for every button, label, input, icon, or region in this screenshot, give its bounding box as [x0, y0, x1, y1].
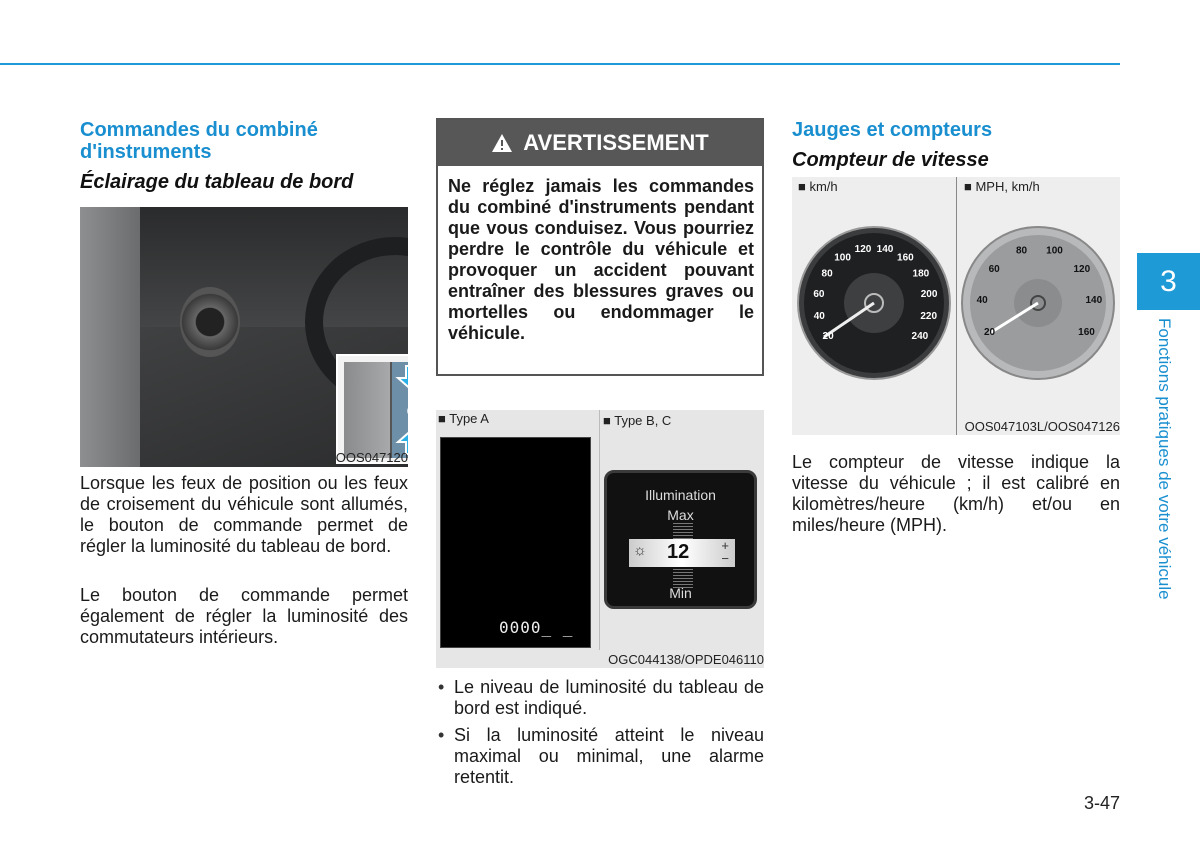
subheading-dashboard-lighting: Éclairage du tableau de bord: [80, 171, 354, 193]
photo-caption-left: OOS047120: [335, 450, 408, 465]
gauge-tick-label: 20: [983, 327, 996, 338]
mph-kmh-label: ■ MPH, km/h: [964, 179, 1040, 194]
display-type-bc: [604, 470, 757, 609]
warning-header: [438, 120, 762, 166]
display-image-caption: OGC044138/OPDE046110: [608, 652, 764, 667]
type-a-label: ■ Type A: [438, 411, 489, 426]
display-illustration: [436, 410, 764, 668]
warning-box: [436, 118, 764, 376]
brightness-control-button: [390, 362, 408, 458]
gauge-tick-label: 80: [1015, 245, 1028, 257]
bullet-list: [436, 677, 764, 794]
display-b-min: Min: [669, 585, 692, 601]
gauge-tick-label: 40: [976, 294, 988, 306]
illumination-icon: ☼: [633, 542, 647, 559]
warning-text: Ne réglez jamais les commandes du combiné d'instruments pendant que vous conduisez. Vous pourriez perdre le contrôle du véhicule et provoquer un accident pouvant entraîner des blessures graves ou mortelles ou endommager le véhicule.: [448, 176, 754, 343]
subheading-speedometer: Compteur de vitesse: [792, 149, 989, 171]
paragraph-lighting-2: Le bouton de commande permet également de régler la luminosité des commutateurs intérieurs.: [80, 585, 408, 647]
gauge-tick-label: 140: [1085, 294, 1103, 306]
paragraph-lighting-1: Lorsque les feux de position ou les feux de croisement du véhicule sont allumés, le bouton de commande permet de régler la luminosité du tableau de bord.: [80, 473, 408, 556]
plus-minus-icon: + −: [721, 538, 729, 566]
gauge-tick-label: 80: [821, 268, 833, 280]
chapter-tab: 3: [1137, 253, 1200, 310]
speedometer-kmh: [796, 225, 952, 381]
section-heading-instrument-controls: Commandes du combiné d'instruments: [80, 119, 318, 163]
gauge-tick-label: 100: [834, 252, 851, 264]
warning-triangle-icon: [491, 133, 513, 153]
gauge-tick-label: 140: [876, 244, 894, 256]
gauge-tick-label: 120: [854, 244, 872, 256]
arrow-down-icon: [392, 364, 408, 394]
bullet-item: • Si la luminosité atteint le niveau maximal ou minimal, une alarme retentit.: [436, 725, 764, 788]
section-heading-gauges: Jauges et compteurs: [792, 119, 993, 141]
gauge-tick-label: 220: [920, 310, 938, 322]
warning-title: AVERTISSEMENT: [523, 130, 709, 155]
display-b-value: 12: [667, 541, 690, 563]
kmh-label: ■ km/h: [798, 179, 838, 194]
gauge-tick-label: 120: [1073, 264, 1091, 276]
type-bc-label: ■ Type B, C: [603, 413, 672, 428]
gauge-tick-label: 160: [1078, 327, 1095, 338]
illumination-icon: [404, 402, 408, 420]
gauge-tick-label: 40: [813, 310, 825, 322]
paragraph-speedometer: Le compteur de vitesse indique la vitesse du véhicule ; il est calibré en kilomètres/heure (km/h) et/ou en miles/heure (MPH).: [792, 452, 1120, 535]
door-pillar: [80, 207, 140, 467]
gauge-tick-label: 240: [911, 331, 929, 343]
display-a-value: 0000_ _: [499, 618, 574, 637]
chapter-title-vertical: Fonctions pratiques de votre véhicule: [1155, 318, 1174, 600]
gauge-tick-label: 100: [1046, 245, 1063, 257]
top-rule: [0, 63, 1120, 65]
gauge-tick-label: 180: [912, 268, 930, 280]
display-b-level-bar: [629, 539, 735, 567]
page-number: 3-47: [1083, 793, 1120, 813]
display-b-title: Illumination: [645, 487, 716, 503]
display-type-a: [440, 437, 591, 648]
speedometer-mph: [960, 225, 1116, 381]
air-vent: [180, 287, 240, 357]
gauge-image-caption: OOS047103L/OOS047126: [964, 419, 1120, 434]
gauge-tick-label: 60: [813, 288, 825, 300]
dashboard-photo: [80, 207, 408, 467]
display-b-max: Max: [667, 507, 694, 523]
gauge-tick-label: 200: [920, 288, 938, 300]
gauge-tick-label: 160: [897, 252, 914, 264]
speedometer-illustration: [792, 177, 1120, 435]
control-button-inset: [336, 354, 408, 464]
bullet-item: • Le niveau de luminosité du tableau de bord est indiqué.: [436, 677, 764, 719]
gauge-tick-label: 60: [988, 264, 1000, 276]
gauge-tick-label: 20: [822, 331, 834, 343]
